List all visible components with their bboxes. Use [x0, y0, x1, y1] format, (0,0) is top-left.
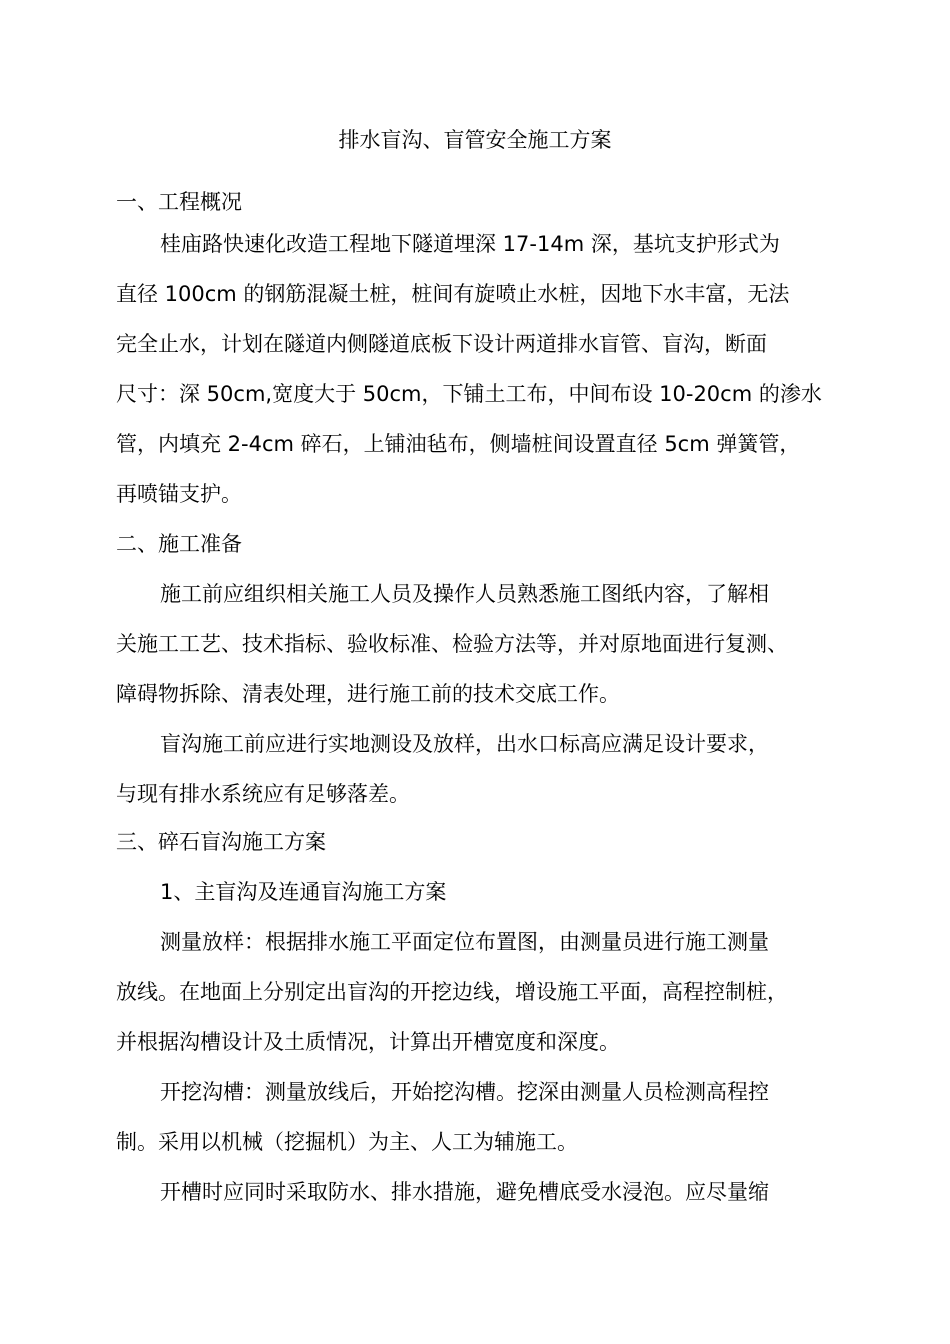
paragraph-line: 开槽时应同时采取防水、排水措施，避免槽底受水浸泡。应尽量缩	[160, 1180, 769, 1204]
paragraph-line: 制。采用以机械（挖掘机）为主、人工为辅施工。	[116, 1130, 578, 1154]
paragraph-line: 与现有排水系统应有足够落差。	[116, 782, 410, 806]
paragraph-line: 完全止水，计划在隧道内侧隧道底板下设计两道排水盲管、盲沟，断面	[116, 332, 767, 356]
document-title: 排水盲沟、盲管安全施工方案	[338, 128, 612, 152]
paragraph-line: 障碍物拆除、清表处理，进行施工前的技术交底工作。	[116, 682, 620, 706]
paragraph-line: 桂庙路快速化改造工程地下隧道埋深 17-14m 深，基坑支护形式为	[160, 232, 780, 256]
paragraph-line: 并根据沟槽设计及土质情况，计算出开槽宽度和深度。	[116, 1030, 620, 1054]
section-heading-3: 三、碎石盲沟施工方案	[116, 830, 326, 854]
paragraph-line: 盲沟施工前应进行实地测设及放样，出水口标高应满足设计要求，	[160, 732, 769, 756]
paragraph-line: 开挖沟槽：测量放线后，开始挖沟槽。挖深由测量人员检测高程控	[160, 1080, 769, 1104]
paragraph-line: 放线。在地面上分别定出盲沟的开挖边线，增设施工平面，高程控制桩，	[116, 980, 788, 1004]
section-heading-2: 二、施工准备	[116, 532, 242, 556]
paragraph-line: 再喷锚支护。	[116, 482, 242, 506]
section-heading-1: 一、工程概况	[116, 190, 242, 214]
paragraph-line: 直径 100cm 的钢筋混凝土桩，桩间有旋喷止水桩，因地下水丰富，无法	[116, 282, 790, 306]
paragraph-line: 关施工工艺、技术指标、验收标准、检验方法等，并对原地面进行复测、	[116, 632, 788, 656]
subsection-heading: 1、主盲沟及连通盲沟施工方案	[160, 880, 447, 904]
paragraph-line: 施工前应组织相关施工人员及操作人员熟悉施工图纸内容，了解相	[160, 582, 769, 606]
paragraph-line: 测量放样：根据排水施工平面定位布置图，由测量员进行施工测量	[160, 930, 769, 954]
paragraph-line: 管，内填充 2-4cm 碎石，上铺油毡布，侧墙桩间设置直径 5cm 弹簧管，	[116, 432, 801, 456]
paragraph-line: 尺寸：深 50cm,宽度大于 50cm，下铺土工布，中间布设 10-20cm 的渗水	[116, 382, 822, 406]
